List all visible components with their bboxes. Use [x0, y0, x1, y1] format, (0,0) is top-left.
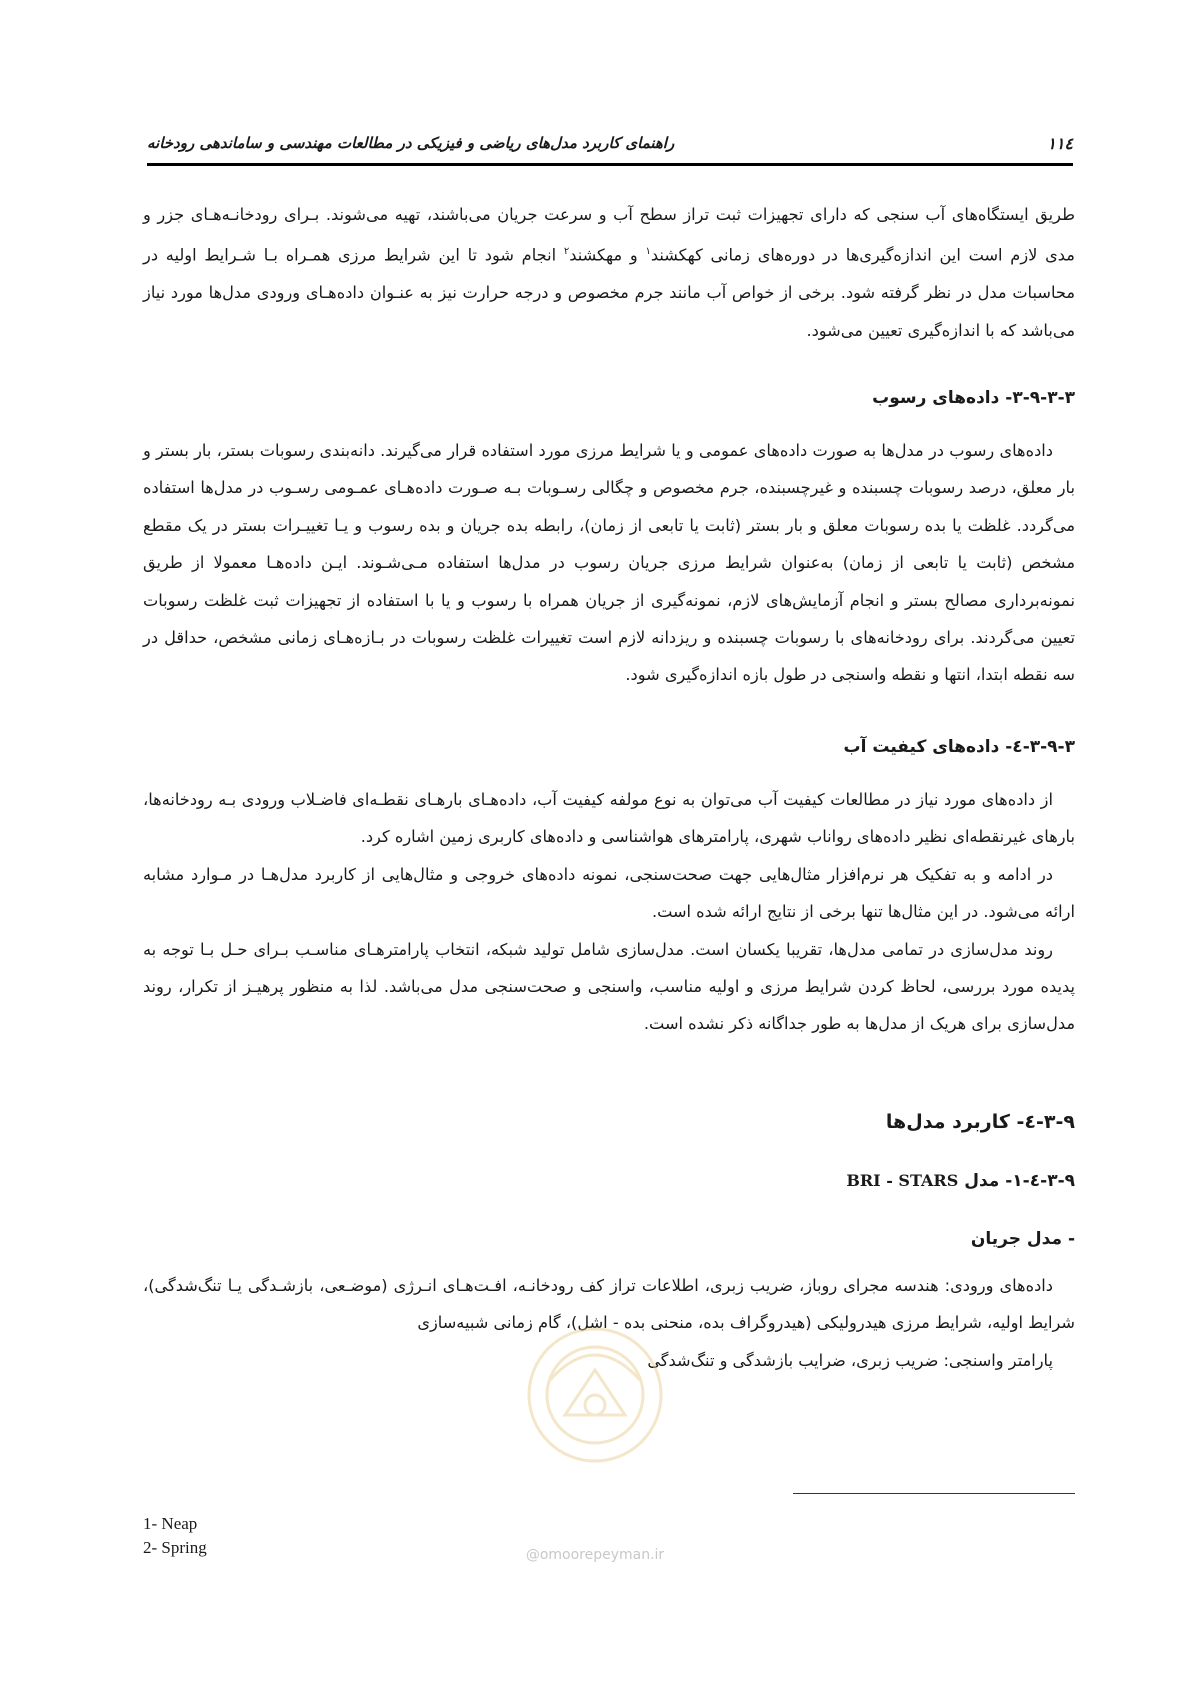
watermark-seal-icon	[520, 1320, 670, 1470]
running-header	[147, 128, 1073, 158]
bri-stars-heading-prefix: ۳-۹-٤-۱- مدل	[964, 1171, 1075, 1191]
intro-text-c: انجام شود تا این شرایط مرزی همـراه بـا شـرایط اولیه در محاسبات مدل در نظر گرفته شود. برخی از خواص آب مانند جرم مخصوص و درجه حرارت نیز به عنـوان داده‌هـای ورودی مدل‌ها مورد نیاز می‌باشد که با اندازه‌گیری تعیین می‌شود.	[143, 245, 1075, 340]
water-quality-paragraph-2: در ادامه و به تفکیک هر نرم‌افزار مثال‌هایی جهت صحت‌سنجی، نمونه داده‌های خروجی و مثال‌هایی از کاربرد مدل‌هـا در مـوارد مشابه ارائه می‌شود. در این مثال‌ها تنها برخی از نتایج ارائه شده است.	[143, 864, 1075, 922]
water-quality-heading: ۳-۹-۳-٤- داده‌های کیفیت آب	[843, 737, 1075, 757]
sediment-heading: ۳-۹-۳-۳- داده‌های رسوب	[872, 388, 1075, 408]
models-heading: ۳-۹-٤- کاربرد مدل‌ها	[885, 1111, 1075, 1133]
sediment-paragraph: داده‌های رسوب در مدل‌ها به صورت داده‌های عمومی و یا شرایط مرزی مورد استفاده قرار می‌گیرند. دانه‌بندی رسوبات بستر، بار بستر و بار معلق، درصد رسوبات چسبنده و غیرچسبنده، جرم مخصوص و چگالی رسـوبات بـه صـورت داده‌هـای عمـومی رسـوب در مدل‌ها استفاده می‌گردد. غلظت یا بده رسوبات معلق و بار بستر (ثابت یا تابعی از زمان)، رابطه بده جریان و بده رسوب و یـا تغییـرات بستر در یک مقطع مشخص (ثابت یا تابعی از زمان) به‌عنوان شرایط مرزی جریان رسوب در مدل‌ها استفاده مـی‌شـوند. ایـن داده‌هـا معمولا از طریق نمونه‌برداری مصالح بستر و انجام آزمایش‌های لازم، نمونه‌گیری از جریان همراه با رسوب و یا با استفاده از تجهیزات ثبت غلظت رسوبات تعیین می‌گردند. برای رودخانه‌های با رسوبات چسبنده و ریزدانه لازم است تغییرات غلظت رسوبات در بـازه‌هـای زمانی مشخص، حداقل در سه نقطه ابتدا، انتها و نقطه واسنجی در طول بازه اندازه‌گیری شود.	[143, 441, 1075, 685]
water-quality-block	[143, 781, 1075, 1043]
intro-text-b: و مهکشند	[569, 245, 646, 265]
flow-model-inputs: داده‌های ورودی: هندسه مجرای روباز، ضریب زبری، اطلاعات تراز کف رودخانـه، افـت‌هـای انـرژی (موضـعی، بازشـدگی یـا تنگ‌شدگی)، شرایط اولیه، شرایط مرزی هیدرولیکی (هیدروگراف بده، منحنی بده - اشل)، گام زمانی شبیه‌سازی	[143, 1276, 1075, 1333]
flow-model-heading: - مدل جریان	[970, 1229, 1075, 1249]
intro-paragraph	[143, 196, 1075, 349]
water-quality-paragraph-3: روند مدل‌سازی در تمامی مدل‌ها، تقریبا یکسان است. مدل‌سازی شامل تولید شبکه، انتخاب پارامترهـای مناسـب بـرای حـل بـا توجه به پدیده مورد بررسی، لحاظ کردن شرایط مرزی و اولیه مناسب، واسنجی و صحت‌سنجی مدل می‌باشد. لذا به منظور پرهیـز از تکرار، روند مدل‌سازی برای هریک از مدل‌ها به طور جداگانه ذکر نشده است.	[143, 939, 1075, 1034]
bri-stars-heading-latin: BRI - STARS	[846, 1171, 959, 1190]
bri-stars-heading	[846, 1171, 1075, 1191]
sediment-block	[143, 432, 1075, 694]
book-title: راهنمای کاربرد مدل‌های ریاضی و فیزیکی در مطالعات مهندسی و ساماندهی رودخانه	[147, 134, 675, 152]
footnote-divider	[793, 1493, 1075, 1494]
water-quality-paragraph-1: از داده‌های مورد نیاز در مطالعات کیفیت آب می‌توان به نوع مولفه کیفیت آب، داده‌هـای بارهـای نقطـه‌ای فاضـلاب ورودی بـه رودخانه‌ها، بارهای غیرنقطه‌ای نظیر داده‌های رواناب شهری، پارامترهای هواشناسی و داده‌های کاربری زمین اشاره کرد.	[143, 790, 1075, 847]
footnote-1: 1- Neap	[143, 1514, 198, 1533]
watermark-url: @omoorepeyman.ir	[525, 1547, 665, 1563]
page-number: ۱۱٤	[1047, 133, 1073, 153]
footnote-ref-1[interactable]: ۱	[645, 246, 651, 258]
intro-text-a: طریق ایستگاه‌های آب سنجی که دارای تجهیزات ثبت تراز سطح آب و سرعت جریان می‌باشند، تهیه می‌شوند. بـرای رودخانـه‌هـای جزر و مدی لازم است این اندازه‌گیری‌ها در دوره‌های زمانی کهکشند	[143, 205, 1075, 265]
footnote-ref-2[interactable]: ۲	[563, 246, 570, 258]
intro-block	[143, 196, 1075, 349]
footnotes	[143, 1512, 207, 1560]
flow-model-calibration: پارامتر واسنجی: ضریب زبری، ضرایب بازشدگی و تنگ‌شدگی	[647, 1350, 1053, 1370]
footnote-2: 2- Spring	[143, 1538, 207, 1557]
header-divider	[147, 163, 1073, 166]
